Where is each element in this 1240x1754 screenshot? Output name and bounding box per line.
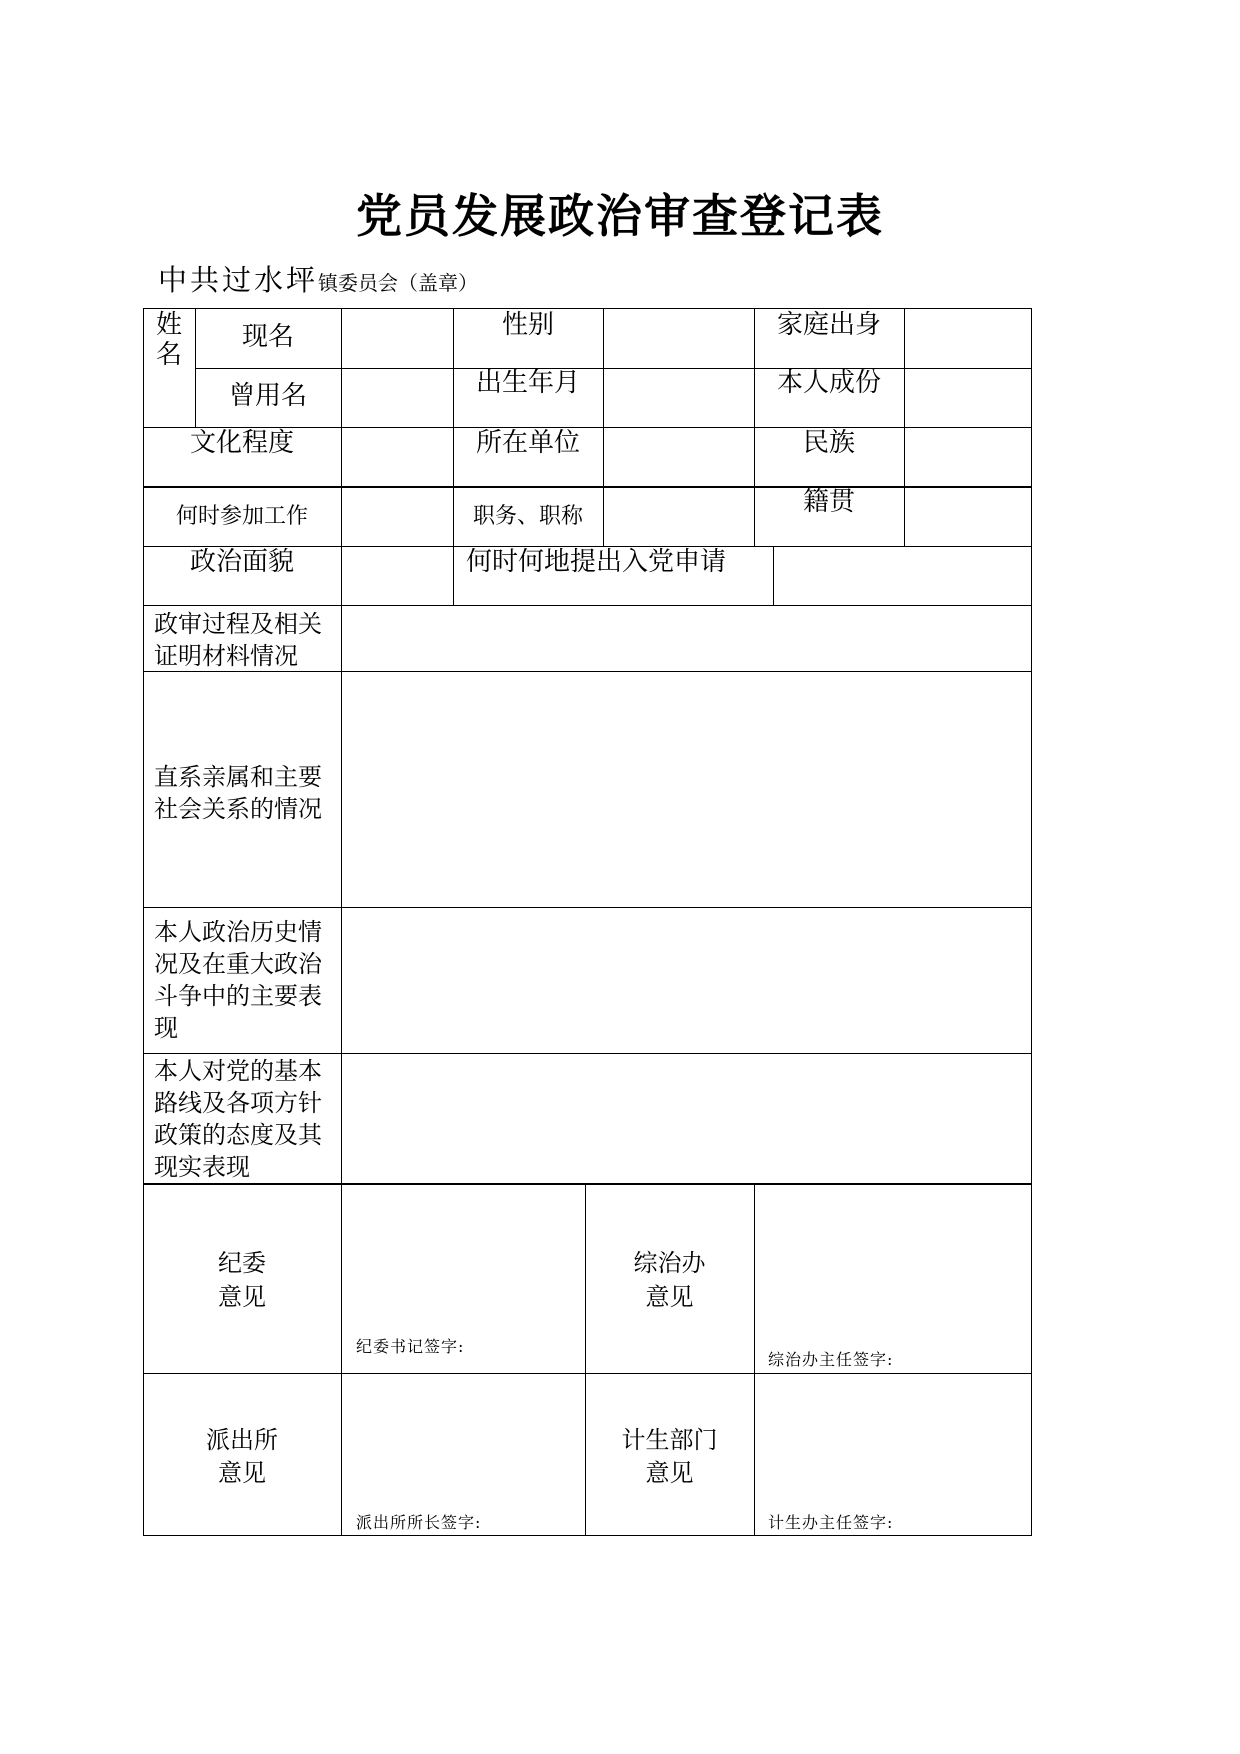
org-suffix: 镇委员会（盖章） bbox=[318, 271, 479, 295]
label-political-status: 政治面貌 bbox=[189, 547, 294, 577]
organization-line bbox=[158, 258, 478, 299]
row-divider bbox=[143, 1053, 1032, 1054]
label-discipline-opinion: 意见 bbox=[218, 1283, 266, 1311]
label-review-process: 政审过程及相关证明材料情况 bbox=[154, 610, 322, 670]
table-border-right bbox=[1031, 308, 1032, 1536]
label-personal-status: 本人成份 bbox=[776, 368, 881, 398]
row-divider bbox=[143, 605, 1032, 606]
label-comprehensive: 综治办 bbox=[633, 1249, 706, 1277]
label-education: 文化程度 bbox=[189, 428, 294, 458]
signature-family-planning: 计生办主任签字: bbox=[768, 1513, 894, 1532]
table-border-top bbox=[143, 308, 1032, 309]
label-relatives: 直系亲属和主要社会关系的情况 bbox=[154, 763, 322, 823]
label-former-name: 曾用名 bbox=[228, 381, 307, 411]
form-title: 党员发展政治审查登记表 bbox=[356, 189, 884, 243]
row-divider bbox=[143, 907, 1032, 908]
col-divider bbox=[754, 1183, 755, 1536]
label-application-when-where: 何时何地提出入党申请 bbox=[466, 547, 727, 577]
label-position-title: 职务、职称 bbox=[472, 504, 583, 529]
label-current-name: 现名 bbox=[241, 322, 294, 352]
label-name-group: 姓名 bbox=[156, 310, 183, 370]
label-work-start: 何时参加工作 bbox=[175, 504, 308, 529]
signature-discipline: 纪委书记签字: bbox=[356, 1337, 465, 1356]
label-political-history: 本人政治历史情况及在重大政治斗争中的主要表现 bbox=[154, 918, 322, 1042]
label-ethnicity: 民族 bbox=[802, 428, 855, 458]
col-divider bbox=[773, 546, 774, 606]
label-comprehensive-opinion: 意见 bbox=[645, 1283, 694, 1311]
row-divider bbox=[143, 1373, 1032, 1374]
label-family-planning-opinion: 意见 bbox=[645, 1459, 694, 1487]
label-police: 派出所 bbox=[206, 1426, 278, 1454]
table-border-left bbox=[143, 308, 144, 1536]
label-work-unit: 所在单位 bbox=[475, 428, 580, 458]
col-divider bbox=[603, 308, 604, 546]
org-name: 中共过水坪 bbox=[158, 263, 319, 297]
label-gender: 性别 bbox=[501, 310, 554, 340]
label-family-planning: 计生部门 bbox=[621, 1426, 718, 1454]
col-divider bbox=[904, 308, 905, 546]
label-native-place: 籍贯 bbox=[802, 487, 855, 517]
label-family-origin: 家庭出身 bbox=[776, 310, 881, 340]
signature-police: 派出所所长签字: bbox=[356, 1513, 482, 1532]
row-divider bbox=[143, 1183, 1032, 1185]
label-party-attitude: 本人对党的基本路线及各项方针政策的态度及其现实表现 bbox=[154, 1057, 322, 1181]
table-border-bottom bbox=[143, 1535, 1032, 1536]
col-divider bbox=[341, 308, 342, 606]
row-divider bbox=[195, 368, 1032, 369]
label-police-opinion: 意见 bbox=[218, 1459, 266, 1487]
col-divider bbox=[341, 605, 342, 1536]
signature-comprehensive: 综治办主任签字: bbox=[768, 1350, 894, 1369]
label-birth-date: 出生年月 bbox=[475, 368, 580, 398]
label-discipline: 纪委 bbox=[218, 1249, 266, 1277]
